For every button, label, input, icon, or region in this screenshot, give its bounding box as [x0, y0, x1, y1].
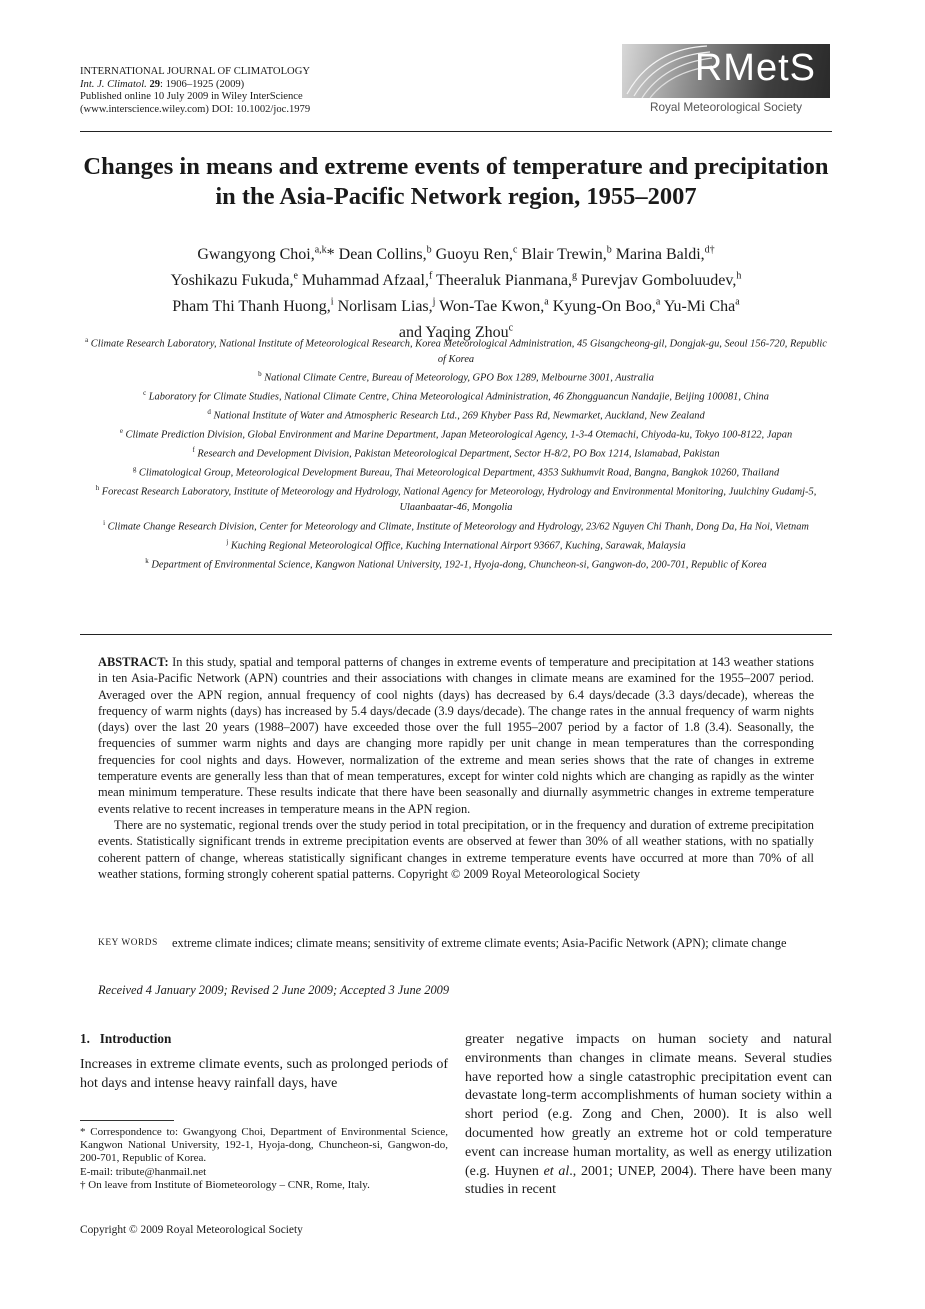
author-name: Yu-Mi Cha$^a$ [663, 296, 740, 315]
doi-line: (www.interscience.wiley.com) DOI: 10.1002/joc.1979 [80, 103, 311, 115]
author-name: and Yaqing Zhou$^c$ [398, 322, 514, 341]
affiliation: $^a$ Climate Research Laboratory, National Institute of Meteorological Research, Korea Meteorological Administration, 45 Gisangcheong-gil, Dongjak-gu, Seoul 156-720, Republic of Korea [85, 336, 827, 365]
affiliation: $^f$ Research and Development Division, Pakistan Meteorological Department, Sector H-8/2, PO Box 1214, Islamabad, Pakistan [192, 446, 720, 460]
author-name: Norlisam Lias,$^j$ [337, 296, 436, 315]
affiliation-list [80, 333, 832, 573]
header-rule [80, 131, 832, 132]
author-name: Purevjav Gomboluudev,$^h$ [580, 270, 742, 290]
intro-column-1: Increases in extreme climate events, such as prolonged periods of hot days and intense heavy rainfall days, have [80, 1057, 448, 1091]
abstract-paragraph-2: There are no systematic, regional trends over the study period in total precipitation, or in the frequency and duration of extreme precipitation events. Statistically significant trends in extreme precipitation events are observed at fewer than 30% of all weather stations, with no spatially coherent pattern of change, whereas statistically significant changes in extreme temperature events have occurred at more than 70% of all weather stations, forming strongly coherent spatial patterns. Copyright © 2009 Royal Meteorological Society [98, 817, 814, 881]
intro-column-2: greater negative impacts on human society and natural environments than changes in climate means. Several studies have reported how a single catastrophic precipitation event can devastate long-term accomplishments of human society within a short period (e.g. Zong and Chen, 2000). It is also well documented how greatly an extreme hot or cold temperature event can increase human mortality, as well as energy utilization (e.g. Huynen et al., 2001; UNEP, 2004). There have been many studies in recent [465, 1032, 833, 1198]
footnotes [80, 1126, 448, 1192]
rmets-logo [622, 44, 830, 98]
affiliation: $^k$ Department of Environmental Science, Kangwon National University, 192-1, Hyoja-dong, Chuncheon-si, Gangwon-do, 200-701, Republic of Korea [145, 556, 767, 571]
author-name: Dean Collins,$^b$ [338, 245, 432, 264]
footnote-rule [80, 1120, 174, 1121]
journal-header [80, 66, 500, 116]
affiliation: $^b$ National Climate Centre, Bureau of Meteorology, GPO Box 1289, Melbourne 3001, Australia [258, 370, 654, 384]
dagger-footnote: † On leave from Institute of Biometeorology – CNR, Rome, Italy. [80, 1178, 370, 1191]
affiliation: $^j$ Kuching Regional Meteorological Office, Kuching International Airport 93667, Kuching, Sarawak, Malaysia [226, 537, 686, 552]
keywords-text: extreme climate indices; climate means; sensitivity of extreme climate events; Asia-Pacific Network (APN); climate change [172, 936, 787, 950]
author-name: Won-Tae Kwon,$^a$ [439, 296, 549, 315]
received-dates: Received 4 January 2009; Revised 2 June 2009; Accepted 3 June 2009 [98, 983, 450, 997]
affiliation: $^e$ Climate Prediction Division, Global Environment and Marine Department, Japan Meteorological Agency, 1-3-4 Otemachi, Chiyoda-ku, Tokyo 100-8122, Japan [119, 427, 793, 441]
logo-mark: RMetS [694, 47, 816, 89]
copyright-footer: Copyright © 2009 Royal Meteorological Society [80, 1224, 303, 1236]
paper-title: Changes in means and extreme events of temperature and precipitation in the Asia-Pacific Network region, 1955–2007 [83, 153, 829, 210]
author-name: Blair Trewin,$^b$ [521, 245, 612, 264]
abstract [98, 654, 814, 882]
journal-name: INTERNATIONAL JOURNAL OF CLIMATOLOGY [80, 66, 311, 77]
journal-citation: Int. J. Climatol. 29: 1906–1925 (2009) [80, 78, 245, 90]
author-name: Yoshikazu Fukuda,$^e$ [170, 270, 298, 290]
title-block-rule [80, 634, 832, 635]
email-footnote: E-mail: tribute@hanmail.net [80, 1165, 207, 1178]
author-name: Kyung-On Boo,$^a$ [552, 296, 661, 315]
author-name: Marina Baldi,$^{d\dagger}$ [615, 245, 715, 264]
author-list [80, 240, 832, 343]
abstract-paragraph-1: ABSTRACT: In this study, spatial and temporal patterns of changes in extreme events of temperature and precipitation at 143 weather stations in ten Asia-Pacific Network (APN) countries and their associations with changes in climate means are examined for the 1955–2007 period. Averaged over the APN region, annual frequency of cool nights (days) has decreased by 6.4 days/decade (3.3 days/decade), whereas the frequency of warm nights (days) has increased by 5.4 days/decade (3.9 days/decade). The change rates in the annual frequency of warm nights (days) over the last 20 years (1988–2007) have exceeded those over the full 1955–2007 period by a factor of 1.8 (3.4). Seasonally, the frequencies of summer warm nights and days are changing more rapidly per unit change in mean temperatures than the corresponding frequencies for cool nights and days. However, normalization of the extreme and mean series shows that the rate of changes in extreme temperature events are generally less than that of mean temperatures, except for winter cold nights which are changing as rapidly as the winter mean minimum temperature. These results indicate that there have been seasonally and diurnally asymmetric changes in extreme temperature events relative to recent increases in temperature means in the APN region. [98, 655, 814, 816]
section-heading: 1. Introduction [80, 1031, 172, 1046]
author-name: Guoyu Ren,$^c$ [435, 245, 518, 264]
author-name: Pham Thi Thanh Huong,$^i$ [172, 296, 334, 315]
keywords-label: KEY WORDS [98, 938, 158, 948]
logo-subtitle: Royal Meteorological Society [649, 100, 803, 114]
author-name: Muhammad Afzaal,$^f$ [301, 270, 433, 290]
affiliation: $^d$ National Institute of Water and Atmospheric Research Ltd., 269 Khyber Pass Rd, Newmarket, Auckland, New Zealand [207, 408, 705, 422]
publication-info: Published online 10 July 2009 in Wiley InterScience [80, 91, 303, 102]
affiliation: $^i$ Climate Change Research Division, Center for Meteorology and Climate, Institute of Meteorology and Hydrology, 23/62 Nguyen Chi Thanh, Dong Da, Ha Noi, Vietnam [103, 518, 809, 533]
correspondence-footnote: * Correspondence to: Gwangyong Choi, Department of Environmental Science, Kangwon National University, 192-1, Hyoja-dong, Chuncheon-si, Gangwon-do, 200-701, Republic of Korea. [80, 1126, 448, 1165]
affiliation: $^h$ Forecast Research Laboratory, Institute of Meteorology and Hydrology, National Agency for Meteorology, Hydrology and Environmental Monitoring, Juulchiny Gudamj-5, Ulaanbaatar-46, Mongolia [95, 484, 817, 514]
affiliation: $^g$ Climatological Group, Meteorological Development Bureau, Thai Meteorological Department, 4353 Sukhumvit Road, Bangna, Bangkok 10260, Thailand [132, 465, 780, 479]
author-name: Theeraluk Pianmana,$^g$ [436, 270, 577, 290]
affiliation: $^c$ Laboratory for Climate Studies, National Climate Centre, China Meteorological Administration, 46 Zhongguancun Nandajie, Beijing 100081, China [143, 389, 769, 403]
author-name: Gwangyong Choi,$^{a,k}$* [197, 245, 339, 264]
